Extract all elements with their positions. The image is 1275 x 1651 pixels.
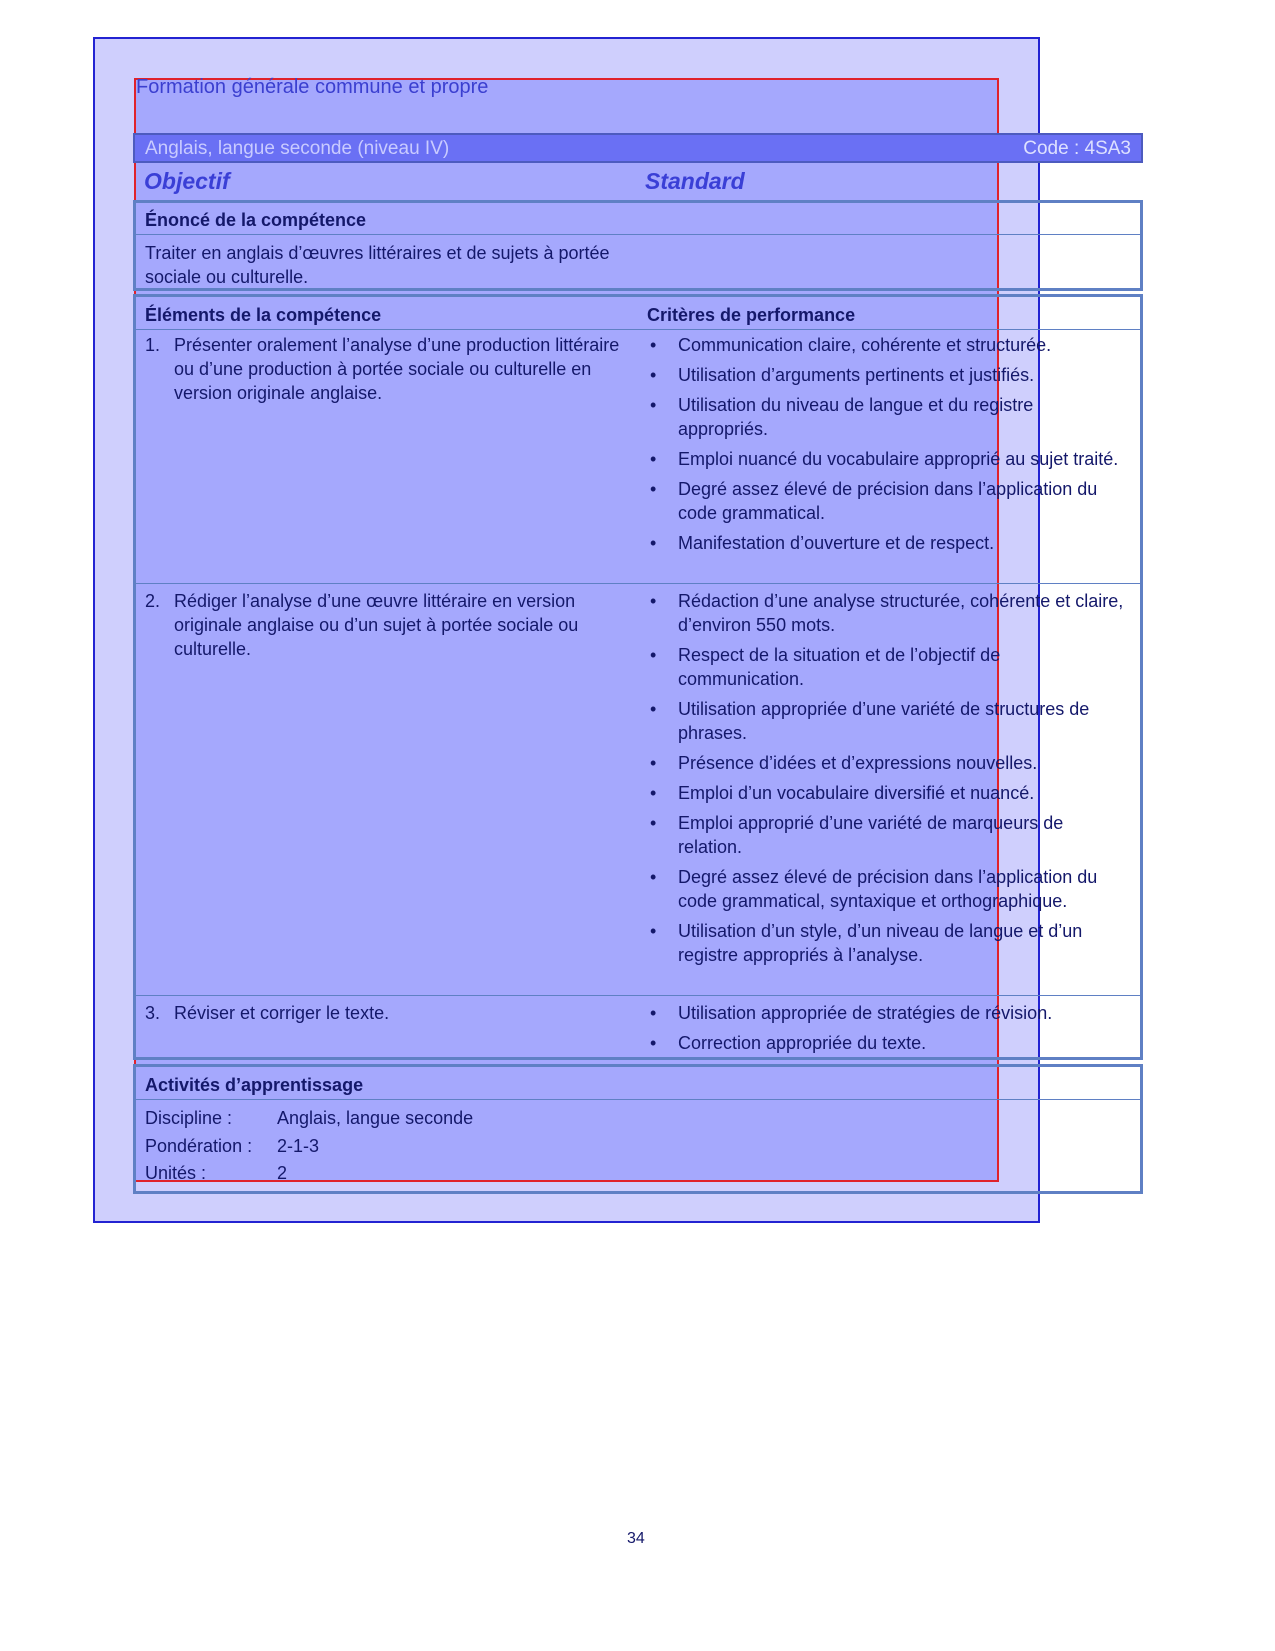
enonce-box <box>133 200 1143 291</box>
activites-label: Activités d’apprentissage <box>145 1075 364 1095</box>
criterion-item: • Degré assez élevé de précision dans l’application du code grammatical. <box>648 477 1128 525</box>
divider <box>136 995 1140 996</box>
criteria-list <box>648 333 1128 561</box>
elements-header: Éléments de la compétence <box>145 305 382 325</box>
enonce-text: Traiter en anglais d’œuvres littéraires et de sujets à portée sociale ou culturelle. <box>145 243 610 287</box>
objectif-heading: Objectif <box>144 168 230 194</box>
competence-table <box>133 294 1143 1060</box>
criterion-item: • Utilisation appropriée d’une variété de structures de phrases. <box>648 697 1128 745</box>
standard-heading: Standard <box>645 168 745 194</box>
activites-box <box>133 1064 1143 1194</box>
criterion-item: • Correction appropriée du texte. <box>648 1031 1128 1055</box>
ponderation-label: Pondération : <box>145 1136 253 1156</box>
element-number: 1. <box>145 335 161 355</box>
criteres-header: Critères de performance <box>647 305 856 325</box>
divider <box>136 329 1140 330</box>
divider <box>136 583 1140 584</box>
criterion-item: • Emploi approprié d’une variété de marqueurs de relation. <box>648 811 1128 859</box>
unites-value: 2 <box>277 1163 288 1183</box>
page-number: 34 <box>627 1530 645 1547</box>
course-title: Anglais, langue seconde (niveau IV) <box>145 138 450 159</box>
element-text: Réviser et corriger le texte. <box>174 1003 390 1023</box>
enonce-label: Énoncé de la compétence <box>145 210 367 230</box>
course-code: Code : 4SA3 <box>1023 138 1131 159</box>
criterion-item: • Communication claire, cohérente et structurée. <box>648 333 1128 357</box>
criterion-item: • Utilisation appropriée de stratégies de révision. <box>648 1001 1128 1025</box>
element-number: 2. <box>145 591 161 611</box>
criterion-item: • Utilisation du niveau de langue et du registre appropriés. <box>648 393 1128 441</box>
unites-label: Unités : <box>145 1163 207 1183</box>
discipline-label: Discipline : <box>145 1108 233 1128</box>
element-text: Rédiger l’analyse d’une œuvre littéraire en version originale anglaise ou d’un sujet à portée sociale ou culturelle. <box>174 591 579 659</box>
course-header-bar <box>133 133 1143 163</box>
section-heading: Formation générale commune et propre <box>136 76 489 98</box>
criterion-item: • Emploi nuancé du vocabulaire approprié au sujet traité. <box>648 447 1128 471</box>
discipline-value: Anglais, langue seconde <box>277 1108 474 1128</box>
criterion-item: • Emploi d’un vocabulaire diversifié et nuancé. <box>648 781 1128 805</box>
divider <box>136 1099 1140 1100</box>
criteria-list <box>648 589 1128 973</box>
ponderation-value: 2-1-3 <box>277 1136 320 1156</box>
criterion-item: • Respect de la situation et de l’objectif de communication. <box>648 643 1128 691</box>
criteria-list <box>648 1001 1128 1061</box>
criterion-item: • Manifestation d’ouverture et de respect. <box>648 531 1128 555</box>
criterion-item: • Degré assez élevé de précision dans l’application du code grammatical, syntaxique et orthographique. <box>648 865 1128 913</box>
criterion-item: • Utilisation d’un style, d’un niveau de langue et d’un registre appropriés à l’analyse. <box>648 919 1128 967</box>
divider <box>136 234 1140 235</box>
element-number: 3. <box>145 1003 161 1023</box>
element-text: Présenter oralement l’analyse d’une production littéraire ou d’une production à portée sociale ou culturelle en version originale anglaise. <box>174 335 620 403</box>
criterion-item: • Présence d’idées et d’expressions nouvelles. <box>648 751 1128 775</box>
criterion-item: • Utilisation d’arguments pertinents et justifiés. <box>648 363 1128 387</box>
criterion-item: • Rédaction d’une analyse structurée, cohérente et claire, d’environ 550 mots. <box>648 589 1128 637</box>
